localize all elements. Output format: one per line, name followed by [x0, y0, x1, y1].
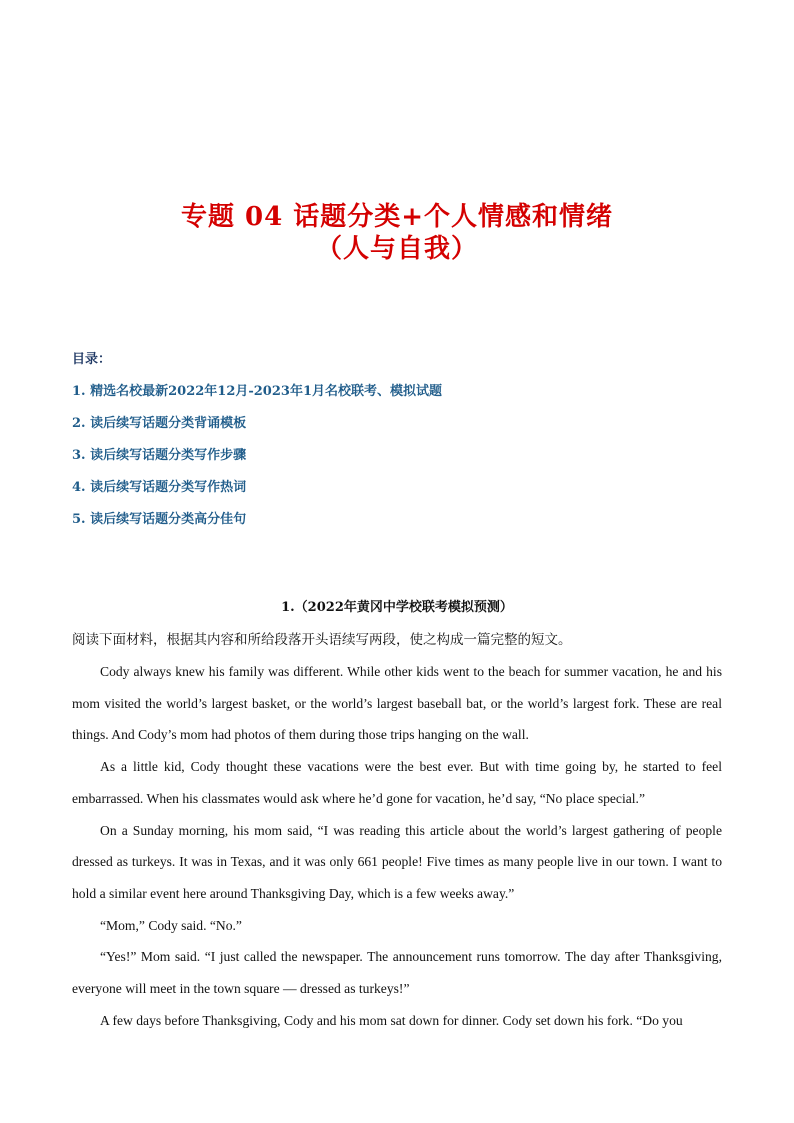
passage-paragraph: Cody always knew his family was different. While other kids went to the beach for summer vacation, he and his mom visited the world’s largest basket, or the world’s largest baseball bat, or the world’s largest fork. These are real things. And Cody’s mom had photos of them during those trips hanging on the wall. [72, 664, 722, 743]
passage-paragraph: A few days before Thanksgiving, Cody and his mom sat down for dinner. Cody set down his fork. “Do you [100, 1012, 683, 1028]
passage-paragraph: “Mom,” Cody said. “No.” [100, 917, 242, 933]
passage-paragraph: “Yes!” Mom said. “I just called the newspaper. The announcement runs tomorrow. The day after Thanksgiving, everyone will meet in the town square — dressed as turkeys!” [72, 949, 722, 997]
toc-item: 5. 读后续写话题分类高分佳句 [72, 512, 247, 527]
passage-paragraph: As a little kid, Cody thought these vacations were the best ever. But with time going by, he started to feel embarrassed. When his classmates would ask where he’d gone for vacation, he’d say, “No place special.” [72, 759, 722, 806]
question-source: 1.（2022年黄冈中学校联考模拟预测） [281, 600, 513, 615]
toc-item: 3. 读后续写话题分类写作步骤 [72, 448, 247, 463]
toc-heading: 目录： [72, 352, 112, 367]
toc-item: 1. 精选名校最新2022年12月-2023年1月名校联考、模拟试题 [72, 384, 442, 399]
page-title-line-2: （人与自我） [315, 234, 478, 264]
page-title-line-1: 专题 04 话题分类+个人情感和情绪 [180, 202, 614, 232]
question-instruction: 阅读下面材料，根据其内容和所给段落开头语续写两段，使之构成一篇完整的短文。 [72, 632, 572, 648]
passage-paragraph: On a Sunday morning, his mom said, “I was reading this article about the world’s largest gathering of people dressed as turkeys. It was in Texas, and it was only 661 people! Five times as many people live in our town. I want to hold a similar event here around Thanksgiving Day, which is a few weeks away.” [72, 822, 722, 901]
toc-item: 2. 读后续写话题分类背诵模板 [72, 416, 247, 431]
passage [72, 656, 722, 1036]
toc-item: 4. 读后续写话题分类写作热词 [72, 480, 247, 495]
